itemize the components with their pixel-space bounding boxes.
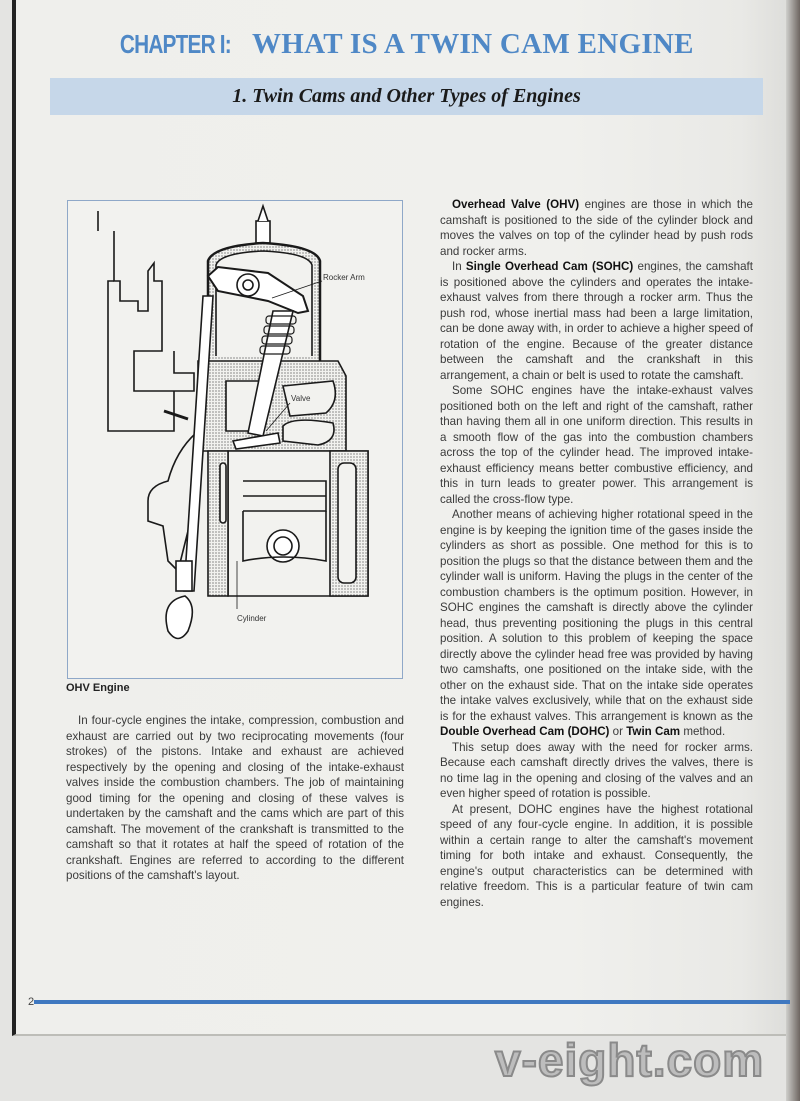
paragraph: In four-cycle engines the intake, compression, combustion and exhaust are carried out by two reciprocating movements (four strokes) of the pistons. Intake and exhaust are achieved respectively by the opening and closing of the intake-exhaust valves inside the combustion chambers. The job of maintaining good timing for the opening and closing of these valves is undertaken by the camshaft and the cams which are part of this camshaft. The movement of the crankshaft is transmitted to the camshaft so that it rotates at half the speed of rotation of the crankshaft. Engines are referred to according to the different positions of the camshaft's layout. [66, 714, 404, 882]
figure-caption: OHV Engine [66, 682, 130, 694]
label-rocker-arm: Rocker Arm [323, 273, 365, 282]
chapter-title [0, 28, 800, 61]
text: In [452, 260, 466, 273]
chapter-number: CHAPTER I: [120, 29, 232, 59]
footer-rule [34, 1000, 790, 1004]
page-edge [786, 0, 800, 1101]
section-banner [50, 78, 763, 115]
paragraph-sohc [440, 259, 753, 383]
watermark: v-eight.com [495, 1034, 765, 1086]
term-sohc: Single Overhead Cam (SOHC) [465, 260, 634, 273]
label-cylinder: Cylinder [237, 614, 267, 623]
text: engines, the camshaft is positioned above the cylinders and operates the intake-exhaust valves from there through a rocker arm. Thus the push rod, whose inertial mass had been a large limitation, can be done away with, in order to achieve a higher speed of rotation of the engine. Because of the greater distance between the camshaft and the crankshaft in this arrangement, a chain or belt is used to rotate the camshaft. [440, 260, 753, 382]
term-ohv: Overhead Valve (OHV) [452, 198, 580, 211]
text: Another means of achieving higher rotational speed in the engine is by keeping the ignition time of the gases inside the cylinders as short as possible. One method for this is to position the plugs so that the distance between them and the cylinder wall is uniform. Having the plugs in the center of the combustion chambers is the optimum position. However, in SOHC engines the camshaft is directly above the cylinder head, thus preventing positioning the plugs in this central position. A solution to this problem of keeping the space directly above the cylinder head free was provided by having two camshafts, one positioned on the intake side, with the other on the exhaust side. That on the intake side operates the intake valves exclusively, while that on the exhaust side is for the exhaust valves. This arrangement is known as the [440, 508, 753, 723]
paragraph-dohc [440, 507, 753, 740]
page-number: 2 [28, 996, 35, 1008]
paragraph-rocker: This setup does away with the need for rocker arms. Because each camshaft directly drives the valves, there is no time lag in the opening and closing of the valves and an even higher speed of rotation is possible. [440, 740, 753, 800]
section-title: 1. Twin Cams and Other Types of Engines [232, 85, 581, 107]
term-dohc: Double Overhead Cam (DOHC) [440, 725, 610, 738]
paragraph-ohv [440, 197, 753, 259]
right-column [440, 197, 753, 910]
paragraph-present: At present, DOHC engines have the highest rotational speed of any four-cycle engine. In addition, it is possible within a certain range to alter the camshaft's movement timing for both intake and exhaust. Consequently, the engine's output characteristics can be determined with relative freedom. This is a particular feature of twin cam engines. [440, 802, 753, 909]
label-valve: Valve [291, 394, 311, 403]
text: or [609, 725, 627, 738]
left-column [66, 713, 404, 884]
text: method. [680, 725, 726, 738]
paragraph-crossflow: Some SOHC engines have the intake-exhaust valves positioned both on the left and right of the camshaft, rather than having them all in one uniform direction. This results in a smooth flow of the gas into the combustion chambers across the top of the cylinder head. The improved intake-exhaust efficiency means better combustive efficiency, and this in turn leads to greater power. This arrangement is called the cross-flow type. [440, 384, 753, 506]
term-twin-cam: Twin Cam [626, 725, 681, 738]
chapter-heading: WHAT IS A TWIN CAM ENGINE [252, 28, 694, 60]
ohv-engine-diagram [67, 200, 403, 679]
text: engines are those in which the camshaft is positioned to the side of the cylinder block and moves the valves on top of the cylinder head by push rods and rocker arms. [440, 198, 754, 258]
